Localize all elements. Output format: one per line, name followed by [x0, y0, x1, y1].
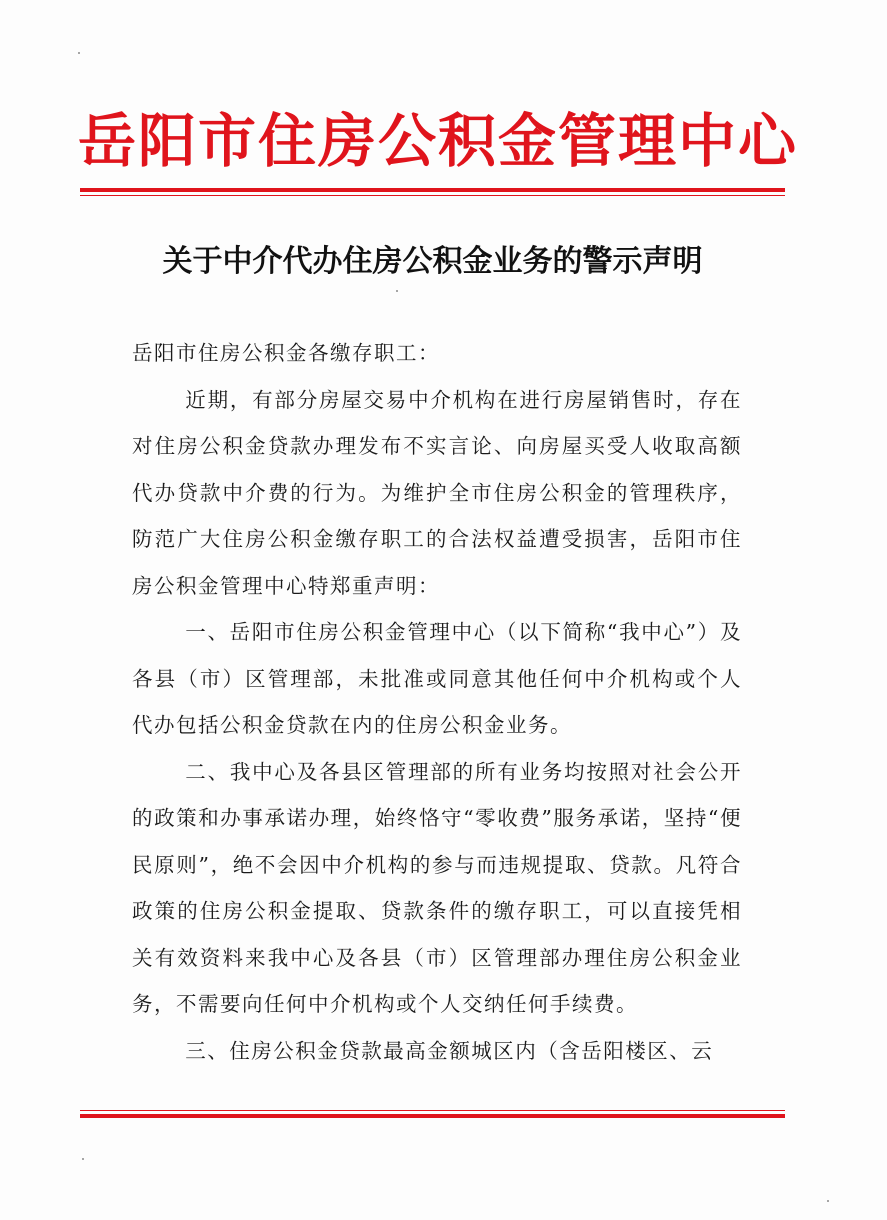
top-rule-thick-line: [80, 188, 785, 192]
paragraph-intro: 近期，有部分房屋交易中介机构在进行房屋销售时，存在对住房公积金贷款办理发布不实言论、向房屋买受人收取高额代办贷款中介费的行为。为维护全市住房公积金的管理秩序，防范广大住房公积金缴存职工的合法权益遭受损害，岳阳市住房公积金管理中心特郑重声明：: [132, 387, 742, 598]
paragraph-item-3: 三、住房公积金贷款最高金额城区内（含岳阳楼区、云: [185, 1038, 714, 1063]
bottom-rule-thick-line: [80, 1114, 785, 1118]
letterhead-organization-name: 岳阳市住房公积金管理中心: [78, 107, 799, 175]
scan-speck: [82, 1158, 84, 1160]
footer-rule: [80, 1110, 785, 1118]
scan-speck: [78, 52, 80, 54]
top-rule-thin-line: [80, 195, 785, 196]
document-body: [132, 330, 742, 1074]
bottom-rule-thin-line: [80, 1110, 785, 1111]
letterhead-top-rule: [80, 188, 785, 196]
document-title: 关于中介代办住房公积金业务的警示声明: [162, 244, 703, 279]
scan-speck: [827, 1200, 829, 1202]
paragraph-item-1: 一、岳阳市住房公积金管理中心（以下简称“我中心”）及各县（市）区管理部，未批准或同意其他任何中介机构或个人代办包括公积金贷款在内的住房公积金业务。: [132, 620, 742, 737]
scan-speck: [396, 290, 398, 292]
paragraph-item-2: 二、我中心及各县区管理部的所有业务均按照对社会公开的政策和办事承诺办理，始终恪守“零收费”服务承诺，坚持“便民原则”，绝不会因中介机构的参与而违规提取、贷款。凡符合政策的住房公积金提取、贷款条件的缴存职工，可以直接凭相关有效资料来我中心及各县（市）区管理部办理住房公积金业务，不需要向任何中介机构或个人交纳任何手续费。: [132, 759, 742, 1016]
salutation: 岳阳市住房公积金各缴存职工：: [132, 341, 440, 365]
